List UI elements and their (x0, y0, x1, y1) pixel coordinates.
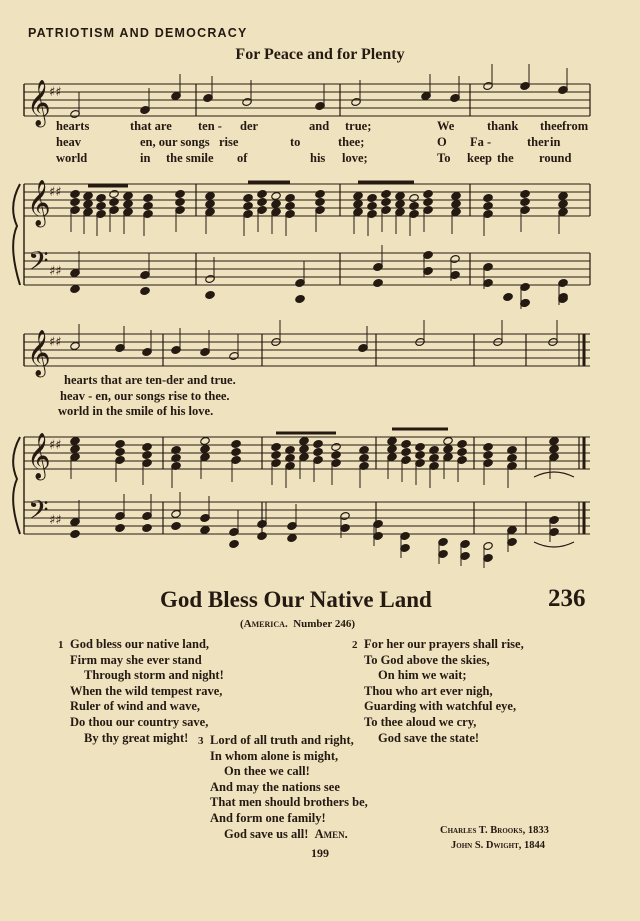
notehead (415, 450, 425, 459)
notehead (387, 436, 397, 445)
verse-line: Do thou our country save, (70, 714, 209, 729)
key-signature-icon: ♯♯ (49, 85, 62, 100)
notehead (115, 447, 125, 456)
verse-3 (198, 733, 368, 842)
verse-2 (352, 637, 524, 746)
verse-line: Guarding with watchful eye, (364, 699, 517, 714)
notehead (115, 439, 125, 448)
notehead (299, 444, 309, 453)
previous-hymn-title: For Peace and for Plenty (235, 46, 405, 63)
tie (534, 472, 574, 477)
lyric-word: thee (540, 119, 563, 133)
notehead (367, 193, 377, 202)
notehead (115, 523, 125, 532)
tune-prefix: ( (240, 618, 244, 630)
notehead (96, 201, 106, 210)
notehead (401, 439, 411, 448)
lyric-word: and (309, 119, 330, 133)
credit-author: Charles T. Brooks, 1833 (440, 825, 549, 836)
notehead (415, 442, 425, 451)
system2-lyric-line-3: world in the smile of his love. (58, 404, 214, 418)
notehead (503, 292, 513, 301)
key-signature-icon: ♯♯ (49, 438, 62, 453)
notehead (142, 442, 152, 451)
notehead (409, 201, 419, 210)
notehead (409, 193, 419, 202)
notehead (109, 189, 119, 198)
brace (13, 184, 20, 285)
notehead (367, 201, 377, 210)
notehead (373, 278, 383, 287)
notehead (483, 450, 493, 459)
notehead (443, 436, 453, 445)
notehead (96, 193, 106, 202)
notehead (70, 436, 80, 445)
notehead (353, 199, 363, 208)
notehead (381, 197, 391, 206)
verse-line: Ruler of wind and wave, (70, 699, 200, 714)
lyric-word: of (237, 151, 248, 165)
verse-1 (58, 637, 224, 746)
notehead (257, 189, 267, 198)
notehead (200, 525, 210, 534)
notehead (395, 191, 405, 200)
verse-line: For her our prayers shall rise, (364, 637, 524, 651)
notehead (231, 447, 241, 456)
notehead (295, 294, 305, 303)
notehead (558, 199, 568, 208)
lyric-word: O (437, 135, 447, 149)
tune-reference (240, 618, 355, 630)
lyric-word: in (140, 151, 151, 165)
page-number: 199 (311, 846, 329, 860)
notehead (451, 199, 461, 208)
tune-name: America. (243, 618, 288, 630)
tie (534, 542, 574, 547)
verse-line: By thy great might! (84, 730, 189, 745)
verse-line: To God above the skies, (364, 652, 490, 667)
lyric-word: to (290, 135, 301, 149)
notehead (387, 444, 397, 453)
notehead (257, 531, 267, 540)
notehead (271, 199, 281, 208)
lyric-word: love; (342, 151, 368, 165)
notehead (271, 191, 281, 200)
lyric-word: ten - (198, 119, 222, 133)
notehead (70, 444, 80, 453)
notehead (83, 191, 93, 200)
credit-composer: John S. Dwight, 1844 (451, 840, 546, 851)
lyric-word: from (562, 119, 589, 133)
notehead (483, 193, 493, 202)
notehead (285, 193, 295, 202)
lyric-word: world (56, 151, 88, 165)
verse-line: Thou who art ever nigh, (364, 683, 493, 698)
lyric-word: the (497, 151, 514, 165)
notehead (143, 193, 153, 202)
notehead (549, 444, 559, 453)
notehead (457, 447, 467, 456)
bass-clef-icon: 𝄢 (28, 494, 49, 532)
lyric-word: that are (130, 119, 172, 133)
notehead (271, 442, 281, 451)
treble-clef-icon: 𝄞 (27, 433, 51, 479)
verse-number: 3 (198, 735, 204, 747)
notehead (315, 189, 325, 198)
notehead (331, 442, 341, 451)
notehead (83, 199, 93, 208)
notehead (313, 447, 323, 456)
notehead (200, 444, 210, 453)
notehead (123, 199, 133, 208)
notehead (243, 193, 253, 202)
lyric-word: ther (527, 135, 550, 149)
notehead (381, 189, 391, 198)
bass-clef-icon: 𝄢 (28, 245, 49, 283)
verse-number: 1 (58, 639, 64, 651)
notehead (229, 539, 239, 548)
notehead (143, 201, 153, 210)
notehead (353, 191, 363, 200)
notehead (142, 450, 152, 459)
lyric-word: his (310, 151, 326, 165)
notehead (257, 197, 267, 206)
lyric-word: heav (56, 135, 81, 149)
notehead (423, 197, 433, 206)
lyric-word: in (550, 135, 561, 149)
system2-lyric-line-1: hearts that are ten-der and true. (64, 373, 236, 387)
verse-line: Firm may she ever stand (70, 652, 202, 667)
verse-line: On him we wait; (378, 668, 467, 683)
notehead (315, 197, 325, 206)
notehead (271, 450, 281, 459)
notehead (401, 447, 411, 456)
notehead (171, 521, 181, 530)
lyric-word: Fa - (470, 135, 492, 149)
notehead (231, 439, 241, 448)
notehead (70, 284, 80, 293)
notehead (313, 439, 323, 448)
notehead (549, 436, 559, 445)
lyric-word: der (240, 119, 259, 133)
notehead (243, 201, 253, 210)
notehead (123, 191, 133, 200)
notehead (205, 290, 215, 299)
notehead (451, 191, 461, 200)
key-signature-icon: ♯♯ (49, 513, 62, 528)
verse-line: Through storm and night! (84, 668, 224, 683)
lyric-word: hearts (56, 119, 90, 133)
lyric-word: en, our songs (140, 135, 210, 149)
key-signature-icon: ♯♯ (49, 264, 62, 279)
lyric-word: round (539, 151, 572, 165)
notehead (520, 189, 530, 198)
notehead (443, 444, 453, 453)
notehead (483, 442, 493, 451)
verse-line: And form one family! (210, 810, 326, 825)
section-header: PATRIOTISM AND DEMOCRACY (28, 26, 248, 40)
notehead (558, 191, 568, 200)
lyric-word: To (437, 151, 451, 165)
notehead (395, 199, 405, 208)
lyric-word: keep (467, 151, 492, 165)
notehead (109, 197, 119, 206)
verse-line-text: God save us all! (224, 826, 309, 841)
notehead (205, 199, 215, 208)
notehead (200, 436, 210, 445)
hymn-title: God Bless Our Native Land (160, 587, 432, 612)
notehead (175, 189, 185, 198)
notehead (285, 201, 295, 210)
verse-line: Lord of all truth and right, (210, 733, 354, 747)
notehead (299, 436, 309, 445)
lyric-word: thank (487, 119, 519, 133)
lyric-word: thee; (338, 135, 365, 149)
notehead (457, 439, 467, 448)
lyric-word: true; (345, 119, 372, 133)
notehead (70, 189, 80, 198)
notehead (142, 523, 152, 532)
tune-number: Number 246) (293, 618, 356, 630)
verse-line: To thee aloud we cry, (364, 714, 477, 729)
brace (13, 437, 20, 534)
notehead (140, 286, 150, 295)
verse-number: 2 (352, 639, 358, 651)
verse-line: God save the state! (378, 730, 480, 745)
lyric-word: We (437, 119, 455, 133)
notehead (205, 191, 215, 200)
treble-clef-icon: 𝄞 (27, 330, 51, 376)
lyric-word: the smile (166, 151, 214, 165)
system2-lyric-line-2: heav - en, our songs rise to thee. (60, 389, 230, 403)
key-signature-icon: ♯♯ (49, 335, 62, 350)
verse-line: When the wild tempest rave, (70, 683, 223, 698)
treble-clef-icon: 𝄞 (27, 180, 51, 226)
amen: Amen. (314, 826, 348, 841)
verse-line: And may the nations see (210, 779, 340, 794)
notehead (287, 533, 297, 542)
treble-clef-icon: 𝄞 (27, 80, 51, 126)
hymn-number: 236 (548, 585, 586, 612)
verse-line: That men should brothers be, (210, 795, 368, 810)
notehead (70, 197, 80, 206)
notehead (175, 197, 185, 206)
lyric-word: rise (219, 135, 239, 149)
notehead (483, 201, 493, 210)
notehead (520, 197, 530, 206)
notehead (70, 529, 80, 538)
verse-line: In whom alone is might, (210, 748, 339, 763)
key-signature-icon: ♯♯ (49, 185, 62, 200)
verse-line (210, 827, 368, 843)
notehead (423, 189, 433, 198)
verse-line: God bless our native land, (70, 637, 210, 651)
verse-line: On thee we call! (224, 764, 310, 779)
notehead (331, 450, 341, 459)
